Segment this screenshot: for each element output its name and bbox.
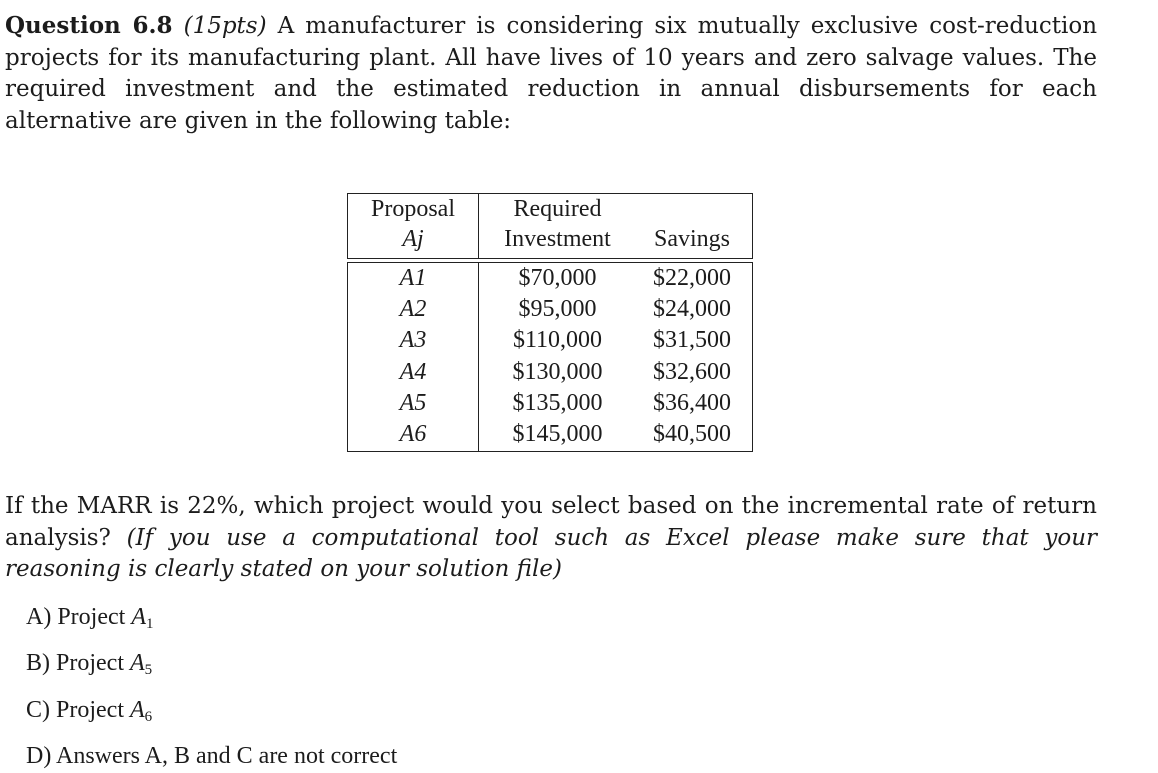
table-cell-proposal [348, 263, 478, 294]
header-proposal-variable [348, 224, 478, 254]
table-cell-proposal [348, 388, 478, 419]
answer-choice-c[interactable] [26, 695, 152, 732]
choice-sub: 1 [145, 616, 154, 632]
table-cell-savings: $36,400 [653, 389, 731, 416]
table-cell-investment: $95,000 [518, 296, 597, 323]
choice-text: Project [56, 650, 130, 676]
header-savings: Savings [653, 226, 730, 252]
question-prompt [5, 491, 1097, 586]
header-proposal: Proposal [371, 196, 455, 222]
table-cell-savings: $31,500 [653, 327, 731, 354]
question-number: Question 6.8 [5, 12, 173, 39]
proposal-var: A [399, 421, 415, 447]
table-cell-investment: $135,000 [512, 389, 603, 416]
table-cell-investment: $145,000 [512, 421, 603, 447]
proposal-var: A [399, 389, 415, 416]
table-cell-proposal [348, 357, 478, 388]
choice-sub: 6 [144, 709, 153, 725]
question-prompt-text: If the MARR is 22%, which project would you select based on the incremental rate of return analysis? [5, 493, 1097, 551]
table-body [347, 262, 753, 452]
question-intro-text: A manufacturer is considering six mutually exclusive cost-reduction projects for its manufacturing plant. All have lives of 10 years and zero salvage values. The required investment and the estimated reduction in annual disbursements for each alternative are given in the following table: [5, 13, 1098, 134]
answer-choice-a[interactable] [26, 602, 153, 639]
proposal-sub: 5 [414, 389, 427, 416]
choice-letter: B) [26, 650, 56, 676]
proposal-sub: 6 [414, 421, 427, 447]
answer-choice-b[interactable] [26, 648, 152, 685]
header-proposal-sub: j [417, 226, 424, 252]
table-cell-proposal [348, 294, 478, 325]
proposal-var: A [399, 296, 415, 323]
table-cell-investment: $70,000 [518, 265, 597, 291]
choice-sub: 5 [144, 662, 153, 678]
table-cell-savings: $40,500 [653, 421, 731, 447]
proposal-var: A [399, 265, 415, 291]
choice-text: Project [56, 697, 130, 723]
choice-letter: C) [26, 697, 56, 723]
choice-text: Answers A, B and C are not correct [56, 743, 398, 769]
table-header [347, 193, 753, 259]
answer-choice-d[interactable] [26, 741, 397, 771]
table-cell-savings: $32,600 [653, 358, 731, 385]
table-cell-investment: $130,000 [512, 358, 603, 385]
header-required: Required [513, 196, 602, 222]
choice-letter: A) [26, 604, 58, 630]
question-note: (If you use a computational tool such as Excel please make sure that your reasoning is clearly stated on your solution file) [5, 524, 1098, 582]
table-cell-investment: $110,000 [512, 327, 603, 354]
question-intro [5, 10, 1097, 137]
table-cell-savings: $22,000 [653, 265, 731, 291]
table-cell-proposal [348, 325, 478, 356]
table-cell-savings: $24,000 [653, 296, 731, 323]
table-cell-proposal [348, 419, 478, 450]
choice-text: Project [57, 604, 132, 630]
choice-letter: D) [26, 743, 56, 769]
question-points: (15pts) [183, 13, 267, 39]
proposal-var: A [399, 358, 415, 385]
proposal-sub: 1 [414, 265, 427, 291]
choice-var: A [131, 604, 146, 630]
choice-var: A [129, 650, 145, 676]
proposal-var: A [399, 327, 415, 354]
header-proposal-var: A [402, 226, 417, 252]
proposal-sub: 2 [414, 296, 427, 323]
choice-var: A [129, 697, 145, 723]
proposal-sub: 4 [414, 358, 427, 385]
header-investment: Investment [504, 226, 611, 252]
proposal-sub: 3 [414, 327, 427, 354]
